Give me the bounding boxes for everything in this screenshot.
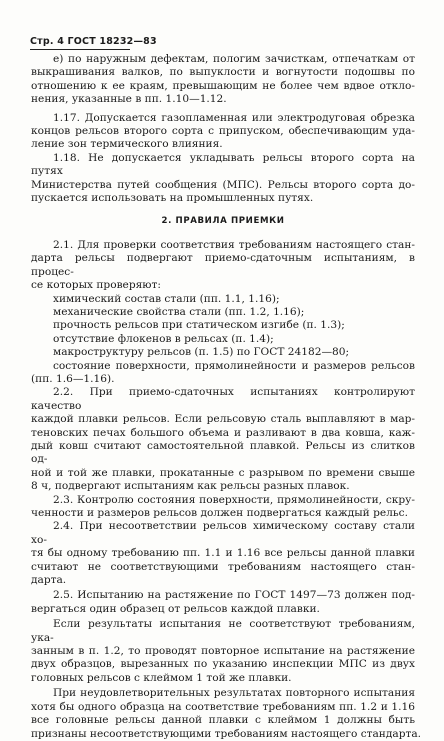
text-line: дарта. (31, 574, 67, 587)
checks-list (31, 293, 415, 360)
paragraph-2-5 (31, 589, 415, 616)
text-line: Если результаты испытания не соответствуют требованиям, ука- (31, 618, 415, 644)
text-line: выкрашивания валков, по выпуклости и вогнутости подошвы по (31, 66, 415, 79)
paragraph-2-3 (31, 494, 415, 521)
page-header-text: Стр. 4 ГОСТ 18232—83 (30, 36, 157, 47)
text-line: 2.1. Для проверки соответствия требованиям настоящего стан- (53, 238, 415, 251)
paragraph-1-17 (31, 112, 415, 152)
paragraph-2-5-retest (31, 618, 415, 685)
text-line: ченности и размеров рельсов должен подвергаться каждый рельс. (31, 507, 408, 519)
text-line: Министерства путей сообщения (МПС). Рельсы второго сорта до- (31, 178, 415, 191)
text-line: ной и той же плавки, прокатанные с разрывом по времени свыше (31, 466, 415, 479)
text-line: считают не соответствующими требованиям настоящего стан- (31, 560, 415, 573)
text-line: все головные рельсы данной плавки с клеймом 1 должны быть (31, 714, 415, 727)
list-item: прочность рельсов при статическом изгибе (п. 1.3); (53, 319, 345, 332)
text-line: отношению к ее краям, превышающим не более чем вдвое откло- (31, 79, 415, 92)
text-line: 2.2. При приемо-сдаточных испытаниях контролируют качество (31, 386, 415, 412)
text-line: тя бы одному требованию пп. 1.1 и 1.16 все рельсы данной плавки (31, 547, 415, 560)
paragraph-2-4 (31, 520, 415, 587)
paragraph-1-18 (31, 152, 415, 206)
list-item: макроструктуру рельсов (п. 1.5) по ГОСТ 24182—80; (53, 346, 350, 359)
text-line: 8 ч, подвергают испытаниям как рельсы разных плавок. (31, 480, 350, 493)
text-line: е) по наружным дефектам, пологим зачисткам, отпечаткам от (53, 53, 415, 65)
text-line: вергаться один образец от рельсов каждой плавки. (31, 602, 320, 615)
paragraph-2-1 (31, 239, 415, 293)
text-line: 2.4. При несоответствии рельсов химическому составу стали хо- (31, 520, 415, 546)
list-item: отсутствие флокенов в рельсах (п. 1.4); (53, 332, 274, 345)
text-line: пускается использовать на промышленных путях. (31, 192, 314, 205)
text-line: 2.5. Испытанию на растяжение по ГОСТ 1497—73 должен под- (53, 589, 415, 602)
text-line: 1.18. Не допускается укладывать рельсы второго сорта на путях (31, 151, 415, 178)
text-line: состояние поверхности, прямолинейности и размеров рельсов (53, 359, 415, 372)
text-line: каждой плавки рельсов. Если рельсовую сталь выплавляют в мар- (31, 413, 415, 426)
paragraph-2-2 (31, 386, 415, 493)
text-line: признаны несоответствующими требованиям настоящего стандарта. (31, 727, 422, 740)
text-line: При неудовлетворительных результатах повторного испытания (53, 687, 415, 700)
header-rule (30, 49, 130, 50)
text-line: ление зон термического влияния. (31, 138, 223, 151)
text-line: дарта рельсы подвергают приемо-сдаточным испытаниям, в процес- (31, 252, 415, 278)
text-line: дый ковш считают самостоятельной плавкой. Рельсы из слитков од- (31, 439, 415, 466)
list-item: химический состав стали (пп. 1.1, 1.16); (53, 292, 280, 305)
document-body (31, 53, 422, 741)
section-title: 2. ПРАВИЛА ПРИЕМКИ (161, 216, 285, 227)
text-line: занным в п. 1.2, то проводят повторное испытание на растяжение (31, 645, 415, 658)
text-line: 1.17. Допускается газопламенная или электродуговая обрезка (53, 111, 415, 124)
text-line: теновских печах большого объема и разливают в два ковша, каж- (31, 426, 415, 439)
text-line: 2.3. Контролю состояния поверхности, прямолинейности, скру- (53, 493, 415, 506)
text-line: концов рельсов второго сорта с припуском, обеспечивающим уда- (31, 125, 415, 138)
text-line: головных рельсов с клеймом 1 той же плавки. (31, 671, 292, 684)
text-line: (пп. 1.6—1.16). (31, 372, 115, 385)
text-line: хотя бы одного образца на соответствие требованиям пп. 1.2 и 1.16 (31, 700, 415, 713)
text-line: двух образцов, вырезанных по указанию инспекции МПС из двух (31, 658, 415, 671)
paragraph-continuation (31, 53, 415, 107)
page-header (30, 36, 157, 47)
paragraph-2-5-failure (31, 687, 422, 741)
list-item: механические свойства стали (пп. 1.2, 1.16); (53, 305, 305, 318)
text-line: се которых проверяют: (31, 279, 161, 292)
text-line: нения, указанные в пп. 1.10—1.12. (31, 93, 227, 106)
paragraph-2-1-tail (31, 360, 415, 387)
